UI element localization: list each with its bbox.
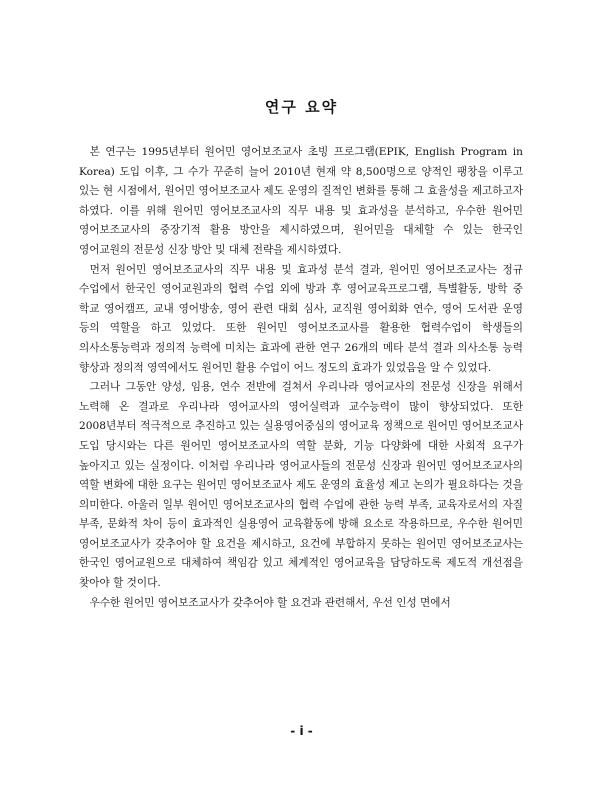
paragraph-2: 먼저 원어민 영어보조교사의 직무 내용 및 효과성 분석 결과, 원어민 영어보조교사는 정규 수업에서 한국인 영어교원과의 협력 수업 외에 방과 후 영어교육프로그램, 특별활동, 방학 중 학교 영어캠프, 교내 영어방송, 영어 관련 대회 심사, 교직원 영어회화 연수, 영어 도서관 운영 등의 역할을 하고 있었다. 또한 원어민 영어보조교사를 활용한 협력수업이 학생들의 의사소통능력과 정의적 능력에 미치는 효과에 관한 연구 26개의 메타 분석 결과 의사소통 능력 향상과 정의적 영역에서도 원어민 활용 수업이 어느 정도의 효과가 있었음을 알 수 있었다. — [79, 263, 523, 374]
summary-body — [79, 143, 523, 613]
paragraph-3: 그러나 그동안 양성, 임용, 연수 전반에 걸쳐서 우리나라 영어교사의 전문성 신장을 위해서 노력해 온 결과로 우리나라 영어교사의 영어실력과 교수능력이 많이 향상되었다. 또한 2008년부터 적극적으로 추진하고 있는 실용영어중심의 영어교육 정책으로 원어민 영어보조교사 도입 당시와는 다른 원어민 영어보조교사의 역할 분화, 기능 다양화에 대한 사회적 요구가 높아지고 있는 실정이다. 이처럼 우리나라 영어교사들의 전문성 신장과 원어민 영어보조교사의 역할 변화에 대한 요구는 원어민 영어보조교사 제도 운영의 효율성 제고 논의가 필요하다는 것을 의미한다. 아울러 일부 원어민 영어보조교사의 협력 수업에 관한 능력 부족, 교육자로서의 자질 부족, 문화적 차이 등이 효과적인 실용영어 교육활동에 방해 요소로 작용하므로, 우수한 원어민 영어보조교사가 갖추어야 할 요건을 제시하고, 요건에 부합하지 못하는 원어민 영어보조교사는 한국인 영어교원으로 대체하여 책임감 있고 체계적인 영어교육을 담당하도록 제도적 개선점을 찾아야 할 것이다. — [79, 381, 523, 590]
page-title: 연구 요약 — [264, 98, 339, 116]
paragraph-1: 본 연구는 1995년부터 원어민 영어보조교사 초빙 프로그램(EPIK, English Program in Korea) 도입 이후, 그 수가 꾸준히 늘어 2010년 현재 약 8,500명으로 양적인 팽창을 이루고 있는 현 시점에서, 원어민 영어보조교사 제도 운영의 질적인 변화를 통해 그 효율성을 제고하고자 하였다. 이를 위해 원어민 영어보조교사의 직무 내용 및 효과성을 분석하고, 우수한 원어민 영어보조교사의 중장기적 활용 방안을 제시하였으며, 원어민을 대체할 수 있는 한국인 영어교원의 전문성 신장 방안 및 대체 전략을 제시하였다. — [79, 146, 523, 256]
page-number: - i - — [290, 724, 313, 738]
paragraph-4: 우수한 원어민 영어보조교사가 갖추어야 할 요건과 관련해서, 우선 인성 면에서 — [89, 596, 451, 609]
